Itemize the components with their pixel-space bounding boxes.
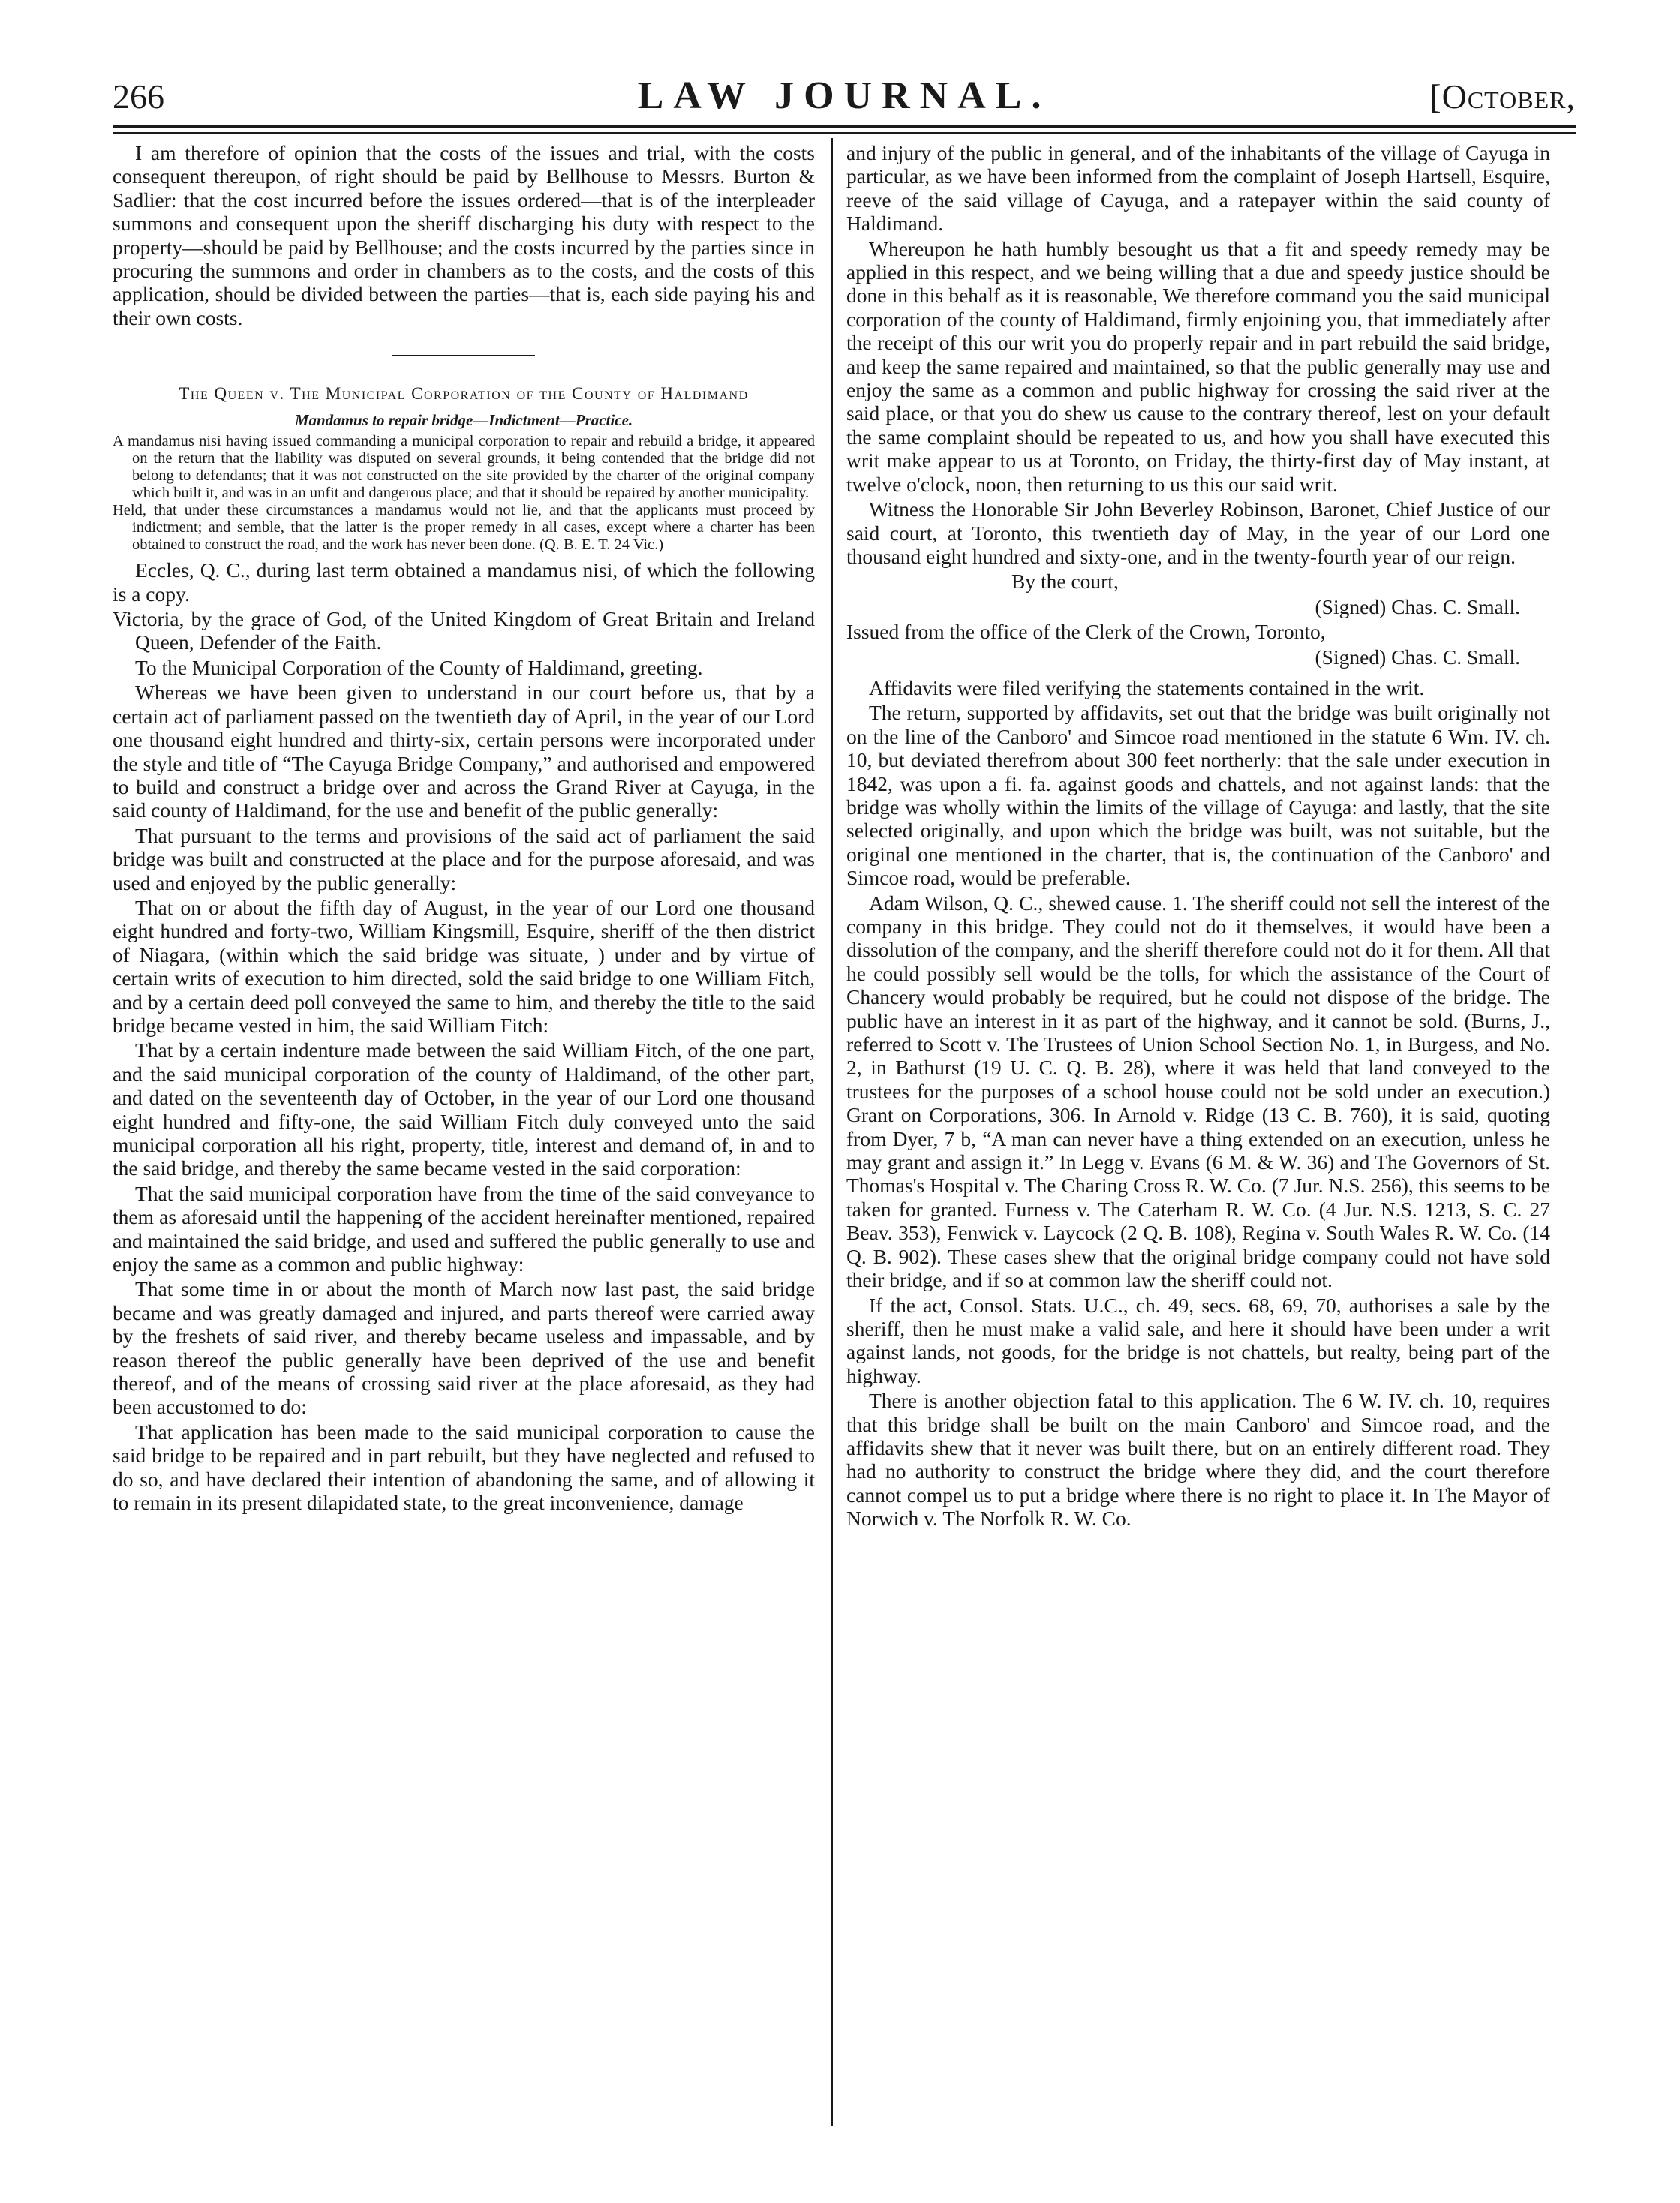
signature-line-2: (Signed) Chas. C. Small. bbox=[1315, 645, 1520, 669]
headnote-held: Held, that under these circumstances a mandamus would not lie, and that the applicants must proceed by indictment; and semble, that the latter is the proper remedy in all cases, except where a charter has been obtained to construct the road, and the work has never been done. (Q. B. E. T. 24 Vic.) bbox=[113, 502, 815, 554]
paragraph-indenture: That by a certain indenture made between the said William Fitch, of the one part, and the said municipal corporation of the county of Haldimand, of the other part, and dated on the seventeenth day of October, in the year of our Lord one thousand eight hundred and fifty-one, the said William Fitch duly conveyed unto the said municipal corporation all his right, property, title, interest and demand of, in and to the said bridge, and thereby the same became vested in the said corporation: bbox=[113, 1038, 815, 1180]
case-title: The Queen v. The Municipal Corporation of the County of Haldimand bbox=[179, 384, 749, 404]
paragraph-repaired: That the said municipal corporation have from the time of the said conveyance to them as aforesaid until the happening of the accident hereinafter mentioned, repaired and maintained the said bridge, and used and suffered the public generally to use and enjoy the same as a common and public highway: bbox=[113, 1181, 815, 1276]
case-subtitle: Mandamus to repair bridge—Indictment—Practice. bbox=[294, 411, 633, 430]
section-separator bbox=[392, 355, 535, 356]
by-the-court: By the court, bbox=[1011, 570, 1119, 594]
paragraph-whereas: Whereas we have been given to understand in our court before us, that by a certain act of parliament passed on the twentieth day of April, in the year of our Lord one thousand eight hundred and thirty-six, certain persons were incorporated under the style and title of “The Cayuga Bridge Company,” and authorised and empowered to build and construct a bridge over and across the Grand River at Cayuga, in the said county of Haldimand, for the use and benefit of the public generally: bbox=[113, 681, 815, 822]
paragraph-march: That some time in or about the month of March now last past, the said bridge became and was greatly damaged and injured, and parts thereof were carried away by the freshets of said river, and thereby became useless and impassable, and by reason thereof the public generally have been deprived of the use and benefit thereof, and of the means of crossing said river at the place aforesaid, as they had been accustomed to do: bbox=[113, 1277, 815, 1419]
paragraph-application: That application has been made to the said municipal corporation to cause the said bridge to be repaired and in part rebuilt, but they have neglected and refused to do so, and have declared their intention of abandoning the same, and of allowing it to remain in its present dilapidated state, to the great inconvenience, damage bbox=[113, 1420, 815, 1515]
paragraph-pursuant: That pursuant to the terms and provisions of the said act of parliament the said bridge was built and constructed at the place and for the purpose aforesaid, and was used and enjoyed by the public generally: bbox=[113, 823, 815, 894]
header-rule-thin bbox=[113, 132, 1576, 134]
issued-from-office: Issued from the office of the Clerk of the Crown, Toronto, bbox=[846, 620, 1326, 644]
paragraph-objection: There is another objection fatal to this application. The 6 W. IV. ch. 10, requires that this bridge shall be built on the main Canboro' and Simcoe road, and the affidavits shew that it never was built there, but on an entirely different road. They had no authority to construct the bridge where they did, and the court therefore cannot compel us to put a bridge where there is no right to place it. In The Mayor of Norwich v. The Norfolk R. W. Co. bbox=[846, 1389, 1550, 1531]
right-column bbox=[846, 141, 1550, 1532]
paragraph-wilson: Adam Wilson, Q. C., shewed cause. 1. The sheriff could not sell the interest of the company in this bridge. They could not do it themselves, it would have been a dissolution of the company, and the sheriff therefore could not do it for them. All that he could possibly sell would be the tolls, for which the assistance of the Court of Chancery would probably be required, but he could not dispose of the bridge. The public have an interest in it as part of the highway, and it cannot be sold. (Burns, J., referred to Scott v. The Trustees of Union School Section No. 1, in Burgess, and No. 2, in Bathurst (19 U. C. Q. B. 28), where it was held that land conveyed to the trustees for the purposes of a school house could not be sold under an execution.) Grant on Corporations, 306. In Arnold v. Ridge (13 C. B. 760), it is said, quoting from Dyer, 7 b, “A man can never have a thing extended on an execution, unless he may grant and assign it.” In Legg v. Evans (6 M. & W. 36) and The Governors of St. Thomas's Hospital v. The Charing Cross R. W. Co. (7 Jur. N.S. 256), this seems to be taken for granted. Furness v. The Caterham R. W. Co. (4 Jur. N.S. 1213, S. C. 27 Beav. 353), Fenwick v. Laycock (2 Q. B. 108), Regina v. South Wales R. W. Co. (14 Q. B. 902). These cases shew that the original bridge company could not have sold their bridge, and if so at common law the sheriff could not. bbox=[846, 891, 1550, 1292]
paragraph-return: The return, supported by affidavits, set out that the bridge was built originally not on the line of the Canboro' and Simcoe road mentioned in the statute 6 Wm. IV. ch. 10, but deviated therefrom about 300 feet northerly: that the sale under execution in 1842, was upon a fi. fa. against goods and chattels, and not against lands: that the bridge was wholly within the limits of the village of Cayuga: and lastly, that the site selected originally, and upon which the bridge was built, was not suitable, but the original one mentioned in the charter, that is, the continuation of the Canboro' and Simcoe road, would be preferable. bbox=[846, 701, 1550, 890]
running-header bbox=[113, 69, 1576, 129]
paragraph-victoria: Victoria, by the grace of God, of the United Kingdom of Great Britain and Ireland Queen, Defender of the Faith. bbox=[113, 607, 815, 654]
page-number: 266 bbox=[113, 77, 164, 116]
left-column bbox=[113, 141, 815, 1516]
paragraph-affidavits: Affidavits were filed verifying the statements contained in the writ. bbox=[869, 675, 1425, 699]
paragraph-injury: and injury of the public in general, and of the inhabitants of the village of Cayuga in particular, as we have been informed from the complaint of Joseph Hartsell, Esquire, reeve of the said village of Cayuga, and a ratepayer within the said county of Haldimand. bbox=[846, 141, 1550, 236]
month-label: [October, bbox=[1429, 77, 1576, 116]
paragraph-act: If the act, Consol. Stats. U.C., ch. 49, secs. 68, 69, 70, authorises a sale by the sheriff, then he must make a valid sale, and here it should have been under a writ against lands, not goods, for the bridge is not chattels, but realty, being part of the highway. bbox=[846, 1293, 1550, 1387]
journal-title: LAW JOURNAL. bbox=[637, 74, 1051, 117]
paragraph-costs-opinion: I am therefore of opinion that the costs of the issues and trial, with the costs consequent thereupon, of right should be paid by Bellhouse to Messrs. Burton & Sadlier: that the cost incurred before the issues ordered—that is of the interpleader summons and consequent upon the sheriff discharging his duty with respect to the property—should be paid by Bellhouse; and the costs incurred by the parties since in procuring the summons and order in chambers as to the costs, and the costs of this application, should be divided between the parties—that is, each side paying his and their own costs. bbox=[113, 141, 815, 329]
paragraph-witness: Witness the Honorable Sir John Beverley Robinson, Baronet, Chief Justice of our said court, at Toronto, this twentieth day of May, in the year of our Lord one thousand eight hundred and sixty-one, and in the twenty-fourth year of our reign. bbox=[846, 497, 1550, 568]
signature-line: (Signed) Chas. C. Small. bbox=[1315, 594, 1520, 618]
paragraph-eccles: Eccles, Q. C., during last term obtained a mandamus nisi, of which the following is a copy. bbox=[113, 558, 815, 606]
header-rule-thick bbox=[113, 125, 1576, 128]
paragraph-fifth-august: That on or about the fifth day of August, in the year of our Lord one thousand eight hundred and forty-two, William Kingsmill, Esquire, sheriff of the then district of Niagara, (within which the said bridge was situate, ) under and by virtue of certain writs of execution to him directed, sold the said bridge to one William Fitch, and by a certain deed poll conveyed the same to him, and thereby the title to the said bridge became vested in him, the said William Fitch: bbox=[113, 895, 815, 1037]
column-divider bbox=[831, 138, 833, 2126]
headnote-facts: A mandamus nisi having issued commanding a municipal corporation to repair and rebuild a bridge, it appeared on the return that the liability was disputed on several grounds, it being contended that the bridge did not belong to defendants; that it was not constructed on the site provided by the charter of the original company which built it, and was in an unfit and dangerous place; and that it should be repaired by another municipality. bbox=[113, 433, 815, 502]
paragraph-whereupon: Whereupon he hath humbly besought us that a fit and speedy remedy may be applied in this respect, and we being willing that a due and speedy justice should be done in this behalf as it is reasonable, We therefore command you the said municipal corporation of the county of Haldimand, firmly enjoining you, that immediately after the receipt of this our writ you do properly repair and in part rebuild the said bridge, and keep the same repaired and maintained, so that the public generally may use and enjoy the same as a common and public highway for crossing the said river at the said place, or that you do shew us cause to the contrary thereof, lest on your default the same complaint should be repeated to us, and how you shall have executed this writ make appear to us at Toronto, on Friday, the thirty-first day of May instant, at twelve o'clock, noon, then returning to us this our said writ. bbox=[846, 236, 1550, 496]
paragraph-to-corporation: To the Municipal Corporation of the County of Haldimand, greeting. bbox=[135, 655, 703, 679]
